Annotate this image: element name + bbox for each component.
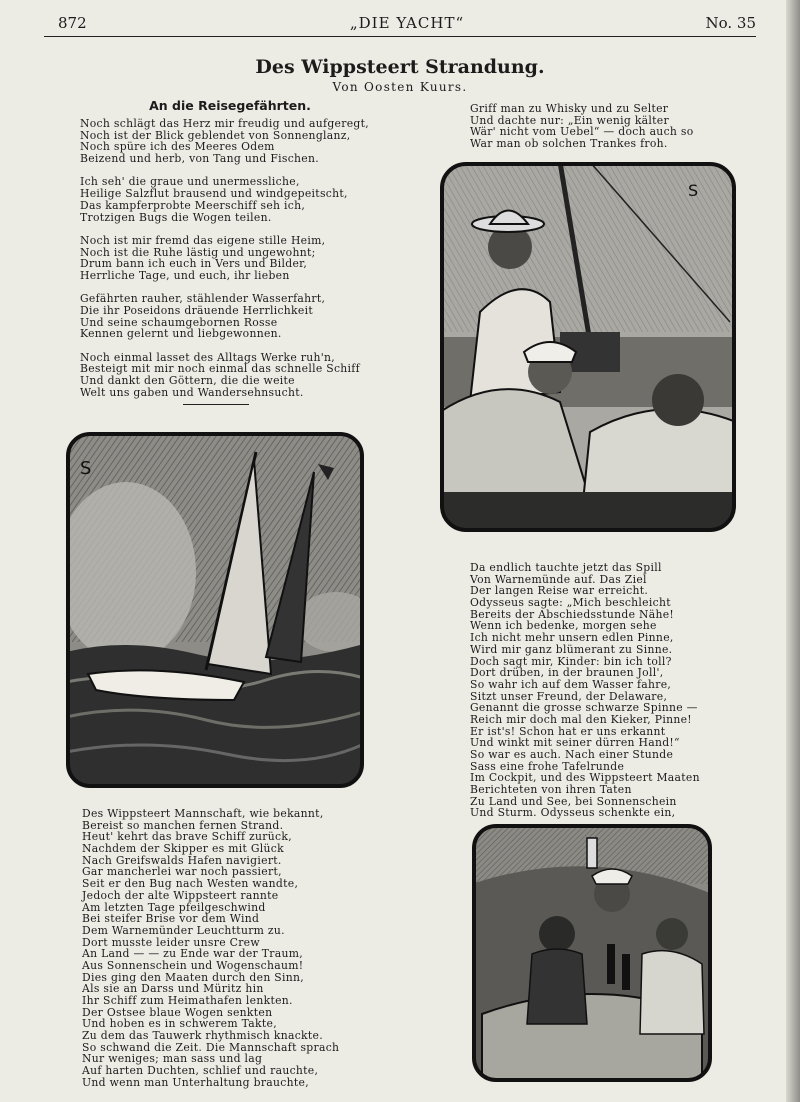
sailors-on-deck-illustration	[440, 162, 736, 532]
text-line: Jedoch der alte Wippsteert rannte	[82, 888, 279, 902]
running-header	[58, 14, 756, 38]
text-line: Noch ist die Ruhe lästig und ungewohnt;	[80, 245, 316, 259]
text-line: Er ist's! Schon hat er uns erkannt	[470, 724, 666, 738]
text-line: Griff man zu Whisky und zu Selter	[470, 102, 669, 115]
text-line: Im Cockpit, und des Wippsteert Maaten	[470, 771, 700, 785]
poem-subtitle: An die Reisegefährten.	[149, 98, 311, 113]
text-line: Heut' kehrt das brave Schiff zurück,	[82, 830, 292, 844]
text-line: Ihr Schiff zum Heimathafen lenkten.	[82, 994, 293, 1007]
text-line: Dies ging den Maaten durch den Sinn,	[82, 970, 304, 984]
text-line: Dort musste leider unsre Crew	[82, 935, 260, 949]
text-line: An Land — — zu Ende war der Traum,	[82, 947, 303, 961]
text-line: Und seine schaumgebornen Rosse	[80, 315, 278, 329]
right-middle-column	[470, 562, 700, 819]
text-line: So schwand die Zeit. Die Mannschaft sprach	[82, 1040, 340, 1054]
text-line: Wenn ich bedenke, morgen sehe	[470, 619, 657, 633]
svg-text:S: S	[80, 458, 92, 479]
text-line: Kennen gelernt und liebgewonnen.	[80, 327, 282, 341]
text-line: Aus Sonnenschein und Wogenschaum!	[82, 958, 304, 972]
section-divider	[183, 404, 249, 405]
text-line: Trotzigen Bugs die Wogen teilen.	[80, 210, 272, 224]
text-line: Reich mir doch mal den Kieker, Pinne!	[470, 712, 692, 726]
text-line: Wird mir ganz blümerant zu Sinne.	[470, 642, 673, 656]
text-line: Des Wippsteert Mannschaft, wie bekannt,	[82, 807, 324, 820]
issue-number: No. 35	[705, 14, 756, 32]
text-line: Zu dem das Tauwerk rhythmisch knackte.	[82, 1029, 323, 1043]
text-line: Sass eine frohe Tafelrunde	[470, 759, 625, 773]
text-line: Und wenn man Unterhaltung brauchte,	[82, 1075, 309, 1089]
text-line: Noch schlägt das Herz mir freudig und aufgeregt,	[80, 117, 369, 130]
text-line: Bereits der Abschiedsstunde Nähe!	[470, 607, 675, 621]
text-line: Der Ostsee blaue Wogen senkten	[82, 1005, 273, 1019]
text-line: Heilige Salzflut brausend und windgepeitscht,	[80, 187, 348, 201]
text-line: Gefährten rauher, stählender Wasserfahrt,	[80, 292, 326, 306]
stanza-break	[80, 340, 369, 352]
right-top-column	[470, 103, 694, 150]
text-line: Als sie an Darss und Müritz hin	[82, 982, 264, 996]
text-line: Und dankt den Göttern, die die weite	[80, 374, 295, 388]
text-line: Die ihr Poseidons dräuende Herrlichkeit	[80, 304, 313, 317]
text-line: Bereist so manchen fernen Strand.	[82, 818, 284, 832]
text-line: Doch sagt mir, Kinder: bin ich toll?	[470, 654, 672, 668]
text-line: Dem Warnemünder Leuchtturm zu.	[82, 923, 285, 937]
text-line: Odysseus sagte: „Mich beschleicht	[470, 596, 671, 610]
text-line: Beizend und herb, von Tang und Fischen.	[80, 152, 319, 166]
text-line: Der langen Reise war erreicht.	[470, 584, 649, 598]
page-number: 872	[58, 14, 87, 32]
header-rule	[44, 36, 756, 37]
text-line: Auf harten Duchten, schlief und rauchte,	[82, 1064, 319, 1078]
text-line: Besteigt mit mir noch einmal das schnelle Schiff	[80, 362, 360, 376]
cockpit-party-illustration	[472, 824, 712, 1082]
text-line: Sitzt unser Freund, der Delaware,	[470, 689, 668, 703]
text-line: Nur weniges; man sass und lag	[82, 1052, 263, 1066]
text-line: Seit er den Bug nach Westen wandte,	[82, 877, 299, 891]
article-byline: Von Oosten Kuurs.	[332, 80, 468, 94]
text-line: Noch ist der Blick geblendet von Sonnenglanz,	[80, 128, 351, 142]
text-line: Drum bann ich euch in Vers und Bilder,	[80, 257, 308, 271]
text-line: Wär' nicht vom Uebel“ — doch auch so	[470, 125, 694, 139]
text-line: Und winkt mit seiner dürren Hand!“	[470, 736, 680, 750]
text-line: War man ob solchen Trankes froh.	[470, 137, 668, 151]
text-line: Nach Greifswalds Hafen navigiert.	[82, 853, 282, 867]
text-line: Welt uns gaben und Wandersehnsucht.	[80, 385, 304, 399]
text-line: Und Sturm. Odysseus schenkte ein,	[470, 806, 676, 820]
page-edge	[786, 0, 800, 1102]
text-line: Da endlich tauchte jetzt das Spill	[470, 561, 662, 574]
text-line: Und hoben es in schwerem Takte,	[82, 1017, 277, 1031]
text-line: So wahr ich auf dem Wasser fahre,	[470, 677, 672, 691]
text-line: Bei steifer Brise vor dem Wind	[82, 912, 260, 926]
text-line: Von Warnemünde auf. Das Ziel	[470, 572, 647, 586]
text-line: Noch spüre ich des Meeres Odem	[80, 140, 275, 154]
sailboat-illustration	[66, 432, 364, 788]
poem-intro-column	[80, 118, 369, 399]
text-line: Gar mancherlei war noch passiert,	[82, 865, 282, 879]
text-line: Noch ist mir fremd das eigene stille Heim,	[80, 233, 326, 247]
text-line: Am letzten Tage pfeilgeschwind	[82, 900, 266, 914]
svg-text:S: S	[688, 181, 699, 200]
text-line: Nachdem der Skipper es mit Glück	[82, 842, 284, 856]
left-bottom-column	[82, 808, 339, 1089]
text-line: Dort drüben, in der braunen Joll',	[470, 666, 664, 680]
text-line: Genannt die grosse schwarze Spinne —	[470, 701, 698, 715]
text-line: Das kampferprobte Meerschiff seh ich,	[80, 198, 306, 212]
journal-name: „DIE YACHT“	[349, 14, 465, 32]
text-line: Und dachte nur: „Ein wenig kälter	[470, 113, 669, 127]
text-line: Noch einmal lasset des Alltags Werke ruh'n,	[80, 350, 335, 364]
text-line: Ich seh' die graue und unermessliche,	[80, 175, 300, 189]
text-line: Berichteten von ihren Taten	[470, 783, 632, 797]
text-line: Ich nicht mehr unsern edlen Pinne,	[470, 631, 674, 645]
article-title: Des Wippsteert Strandung.	[255, 56, 545, 78]
text-line: So war es auch. Nach einer Stunde	[470, 748, 674, 761]
text-line: Zu Land und See, bei Sonnenschein	[470, 794, 677, 808]
text-line: Herrliche Tage, und euch, ihr lieben	[80, 268, 290, 282]
